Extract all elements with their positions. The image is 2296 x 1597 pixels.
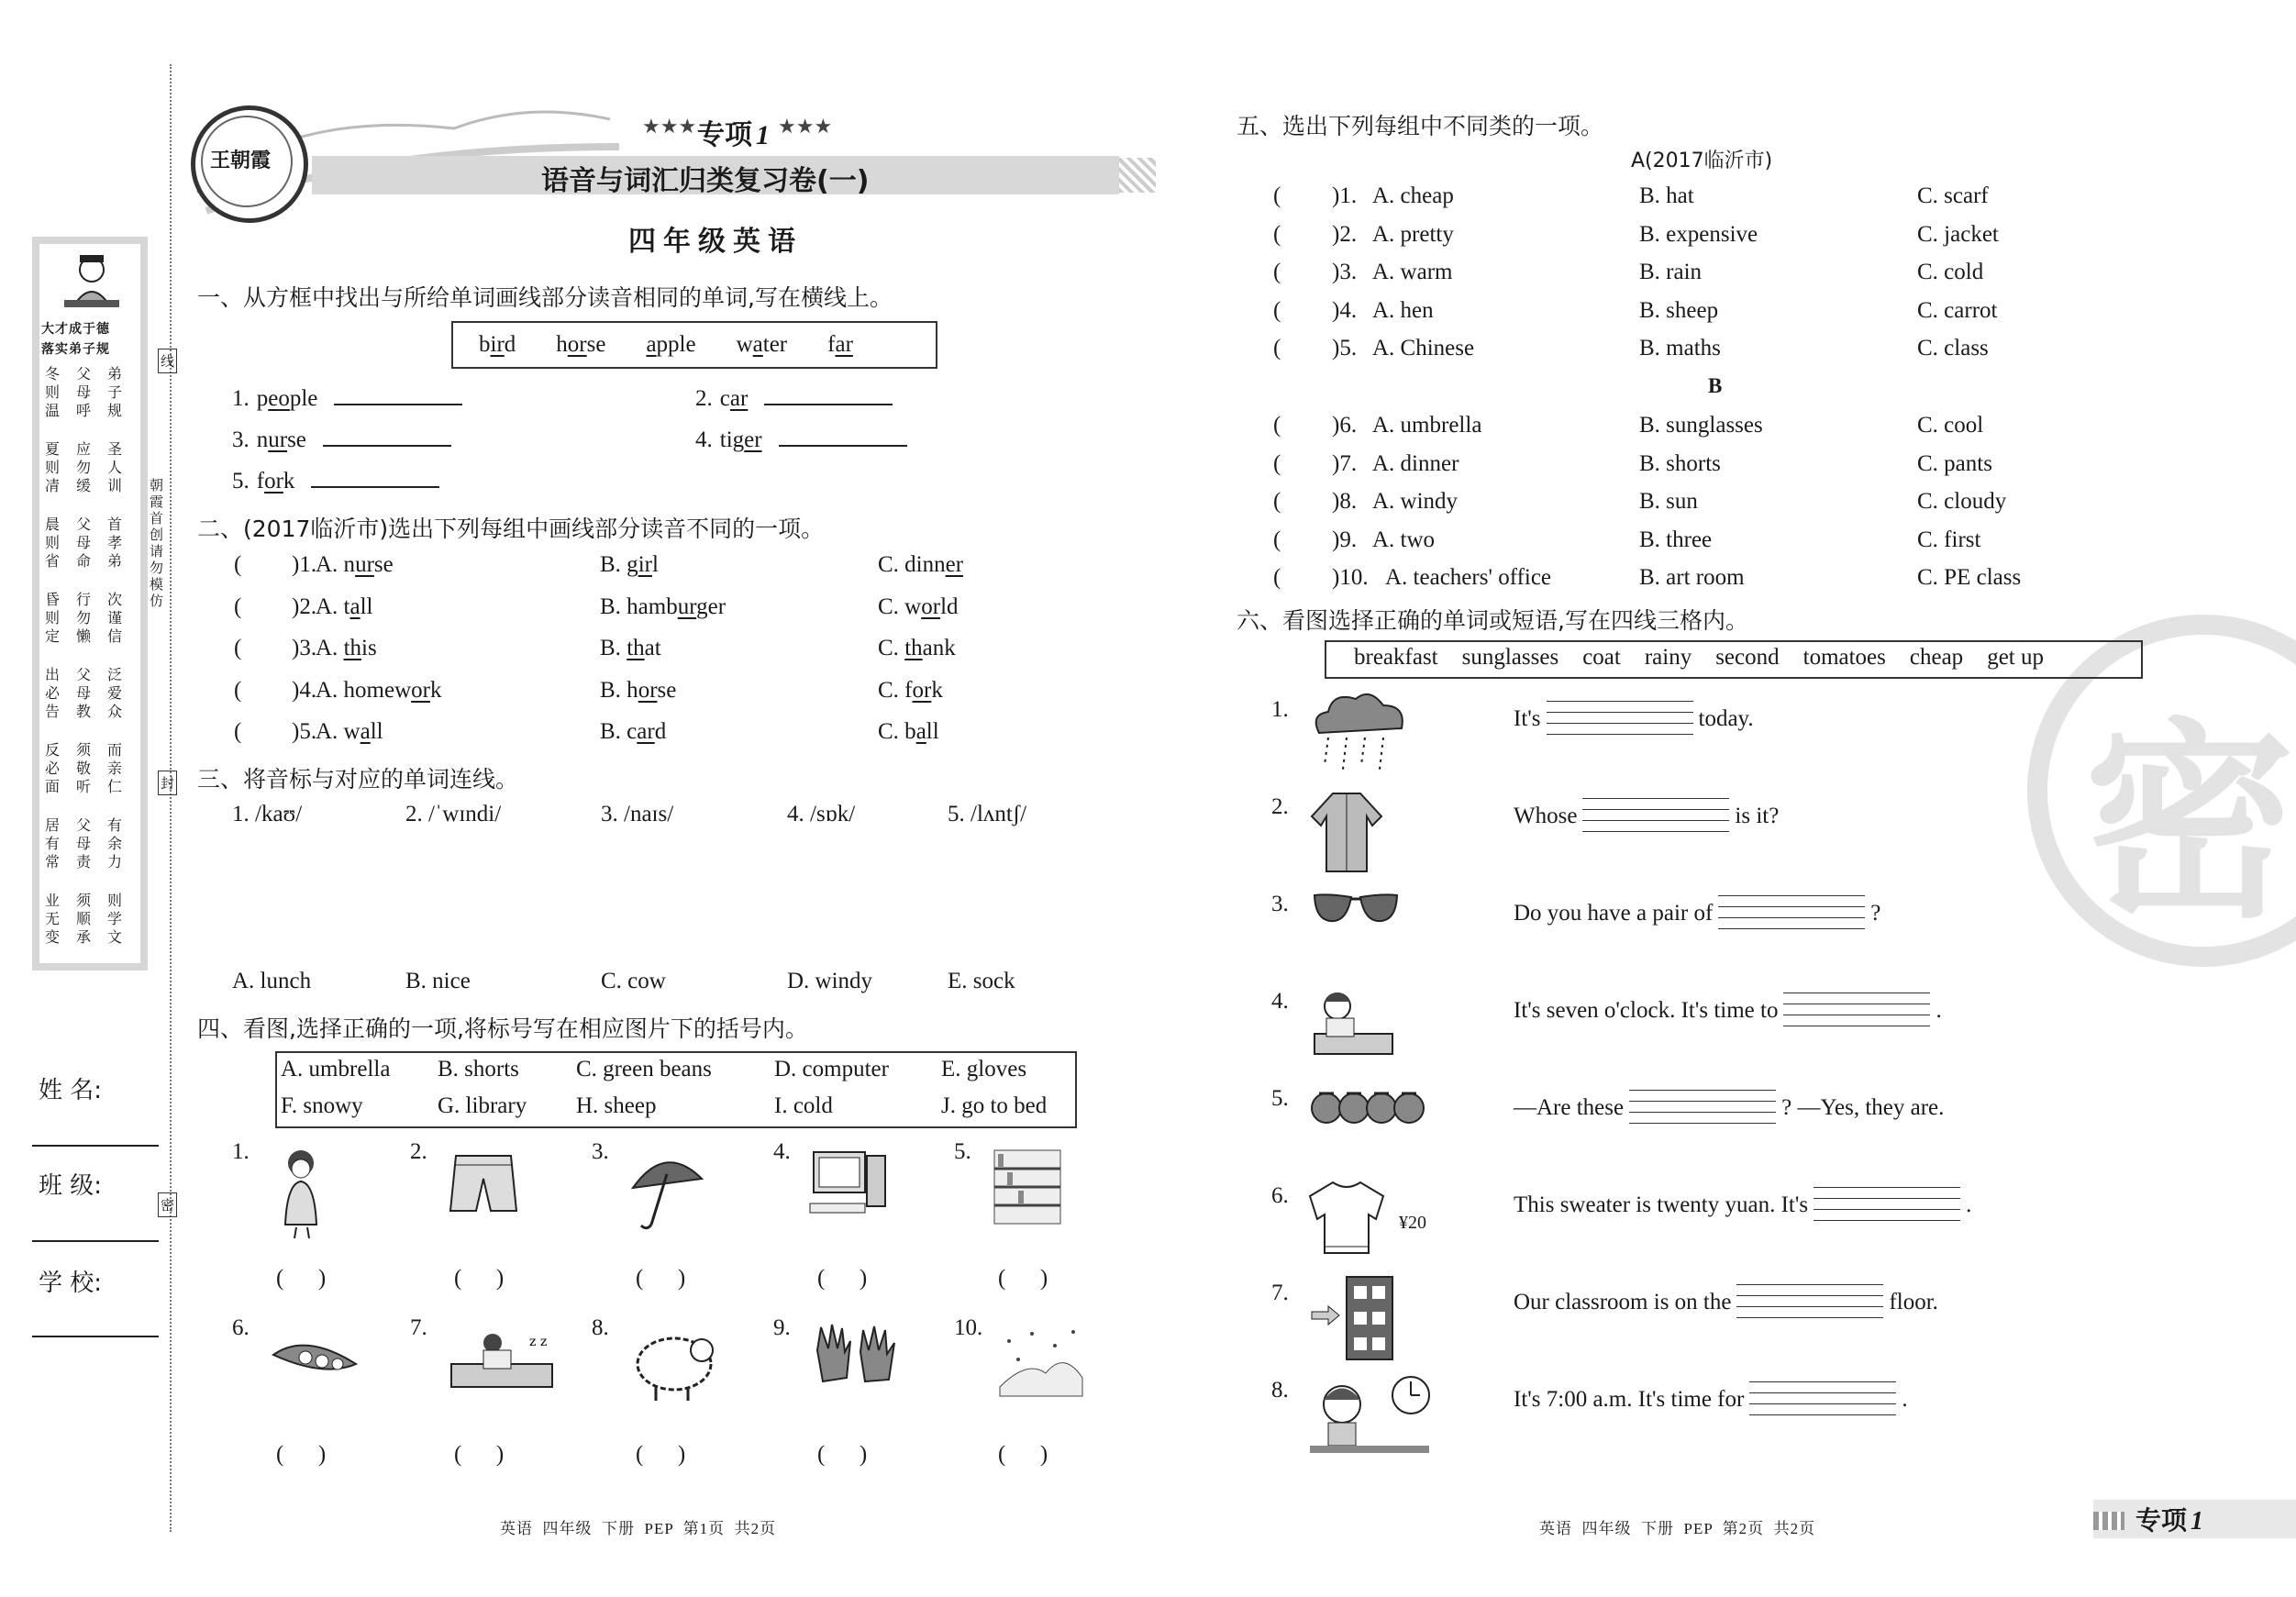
s5-option-b: B. shorts	[1639, 450, 1721, 476]
school-field[interactable]	[32, 1336, 159, 1337]
sunglasses-icon	[1310, 886, 1429, 977]
s2-option-c: C. ball	[878, 719, 939, 744]
s1-answer-line[interactable]	[779, 427, 907, 447]
four-line-grid[interactable]	[1718, 895, 1865, 939]
s5-option-a: A. two	[1372, 527, 1436, 552]
motto-column: 夏则凊	[45, 440, 61, 494]
s5-option-a: A. warm	[1372, 260, 1453, 284]
s6-item-number: 5.	[1271, 1086, 1289, 1111]
umbrella-icon	[628, 1147, 729, 1242]
s4-option: F. snowy	[281, 1093, 363, 1118]
s6-sentence: It's seven o'clock. It's time to .	[1514, 989, 1942, 1033]
s2-option-c: C. fork	[878, 677, 943, 703]
s2-option-a: A. homework	[316, 677, 442, 703]
s5-option-c: C. pants	[1917, 450, 1992, 476]
motto-column: 父母呼	[76, 365, 92, 419]
stars-right: ★★★	[778, 116, 833, 139]
word-item[interactable]: D. windy	[787, 969, 873, 993]
footer-left: 英语 四年级 下册 PEP 第1页 共2页	[500, 1520, 777, 1537]
motto-column: 首孝弟	[107, 516, 123, 570]
s4-option: H. sheep	[576, 1093, 657, 1118]
s5-option-a: A. dinner	[1372, 450, 1459, 476]
motto-column: 父母教	[76, 666, 92, 720]
page-title: 语音与词汇归类复习卷(一)	[541, 165, 870, 197]
s5-open-paren: (	[1273, 489, 1281, 514]
s5-option-c: C. cool	[1917, 413, 1984, 438]
s5-item-number[interactable]: )6.	[1332, 413, 1358, 438]
s1-answer-line[interactable]	[764, 385, 893, 405]
motto-column: 而亲仁	[107, 741, 123, 795]
s1-item: 5. fork	[232, 468, 439, 494]
s5-item-number[interactable]: )10.	[1332, 565, 1369, 590]
motto-column: 出必告	[45, 666, 61, 720]
class-field[interactable]	[32, 1240, 159, 1242]
s5-item-number[interactable]: )9.	[1332, 527, 1358, 552]
s5-item-number[interactable]: )8.	[1332, 489, 1358, 514]
s4-option: C. green beans	[576, 1057, 712, 1081]
s6-item-number: 1.	[1271, 697, 1289, 722]
word-item[interactable]: E. sock	[948, 969, 1015, 993]
s6-sentence: It's 7:00 a.m. It's time for .	[1514, 1378, 1908, 1422]
phonetic-item[interactable]: 3. /naɪs/	[601, 802, 674, 826]
s2-item-number[interactable]: )1.	[292, 552, 317, 577]
gloves-icon	[810, 1323, 911, 1418]
s4-option: G. library	[438, 1093, 527, 1118]
side-note-xian: 线	[158, 349, 177, 373]
corner-label: 专项 1	[2135, 1505, 2204, 1536]
s5-item-number[interactable]: )2.	[1332, 221, 1358, 247]
four-line-grid[interactable]	[1749, 1381, 1896, 1425]
s5-heading: 五、选出下列每组中不同类的一项。	[1237, 113, 1604, 139]
footer-right: 英语 四年级 下册 PEP 第2页 共2页	[1539, 1520, 1816, 1537]
s6-sentence: This sweater is twenty yuan. It's .	[1514, 1183, 1971, 1227]
s2-open-paren: (	[234, 636, 242, 660]
s5-group-a: A(2017临沂市)	[1631, 150, 1773, 172]
s5-option-b: B. sunglasses	[1639, 413, 1763, 438]
s4-option: D. computer	[774, 1057, 889, 1081]
s2-open-paren: (	[234, 719, 242, 744]
s5-open-paren: (	[1273, 260, 1281, 284]
computer-icon	[810, 1147, 911, 1242]
motto-column: 冬则温	[45, 365, 61, 419]
s1-item: 3. nurse	[232, 427, 451, 453]
s2-item-number[interactable]: )5.	[292, 719, 317, 744]
s4-answer-paren[interactable]: ( )	[817, 1442, 868, 1467]
s1-answer-line[interactable]	[311, 468, 439, 488]
side-note-copyright: 朝霞首创 请勿模仿	[150, 477, 164, 609]
s4-option: E. gloves	[941, 1057, 1027, 1081]
motto-panel	[32, 237, 148, 970]
four-line-grid[interactable]	[1814, 1187, 1960, 1231]
s2-option-a: A. wall	[316, 719, 383, 744]
four-line-grid[interactable]	[1547, 701, 1693, 745]
s6-box-word: get up	[1987, 645, 2044, 670]
s4-option: A. umbrella	[281, 1057, 391, 1081]
s5-item-number[interactable]: )4.	[1332, 297, 1358, 323]
s5-option-c: C. cloudy	[1917, 489, 2007, 514]
s2-open-paren: (	[234, 677, 242, 703]
s4-answer-paren[interactable]: ( )	[817, 1266, 868, 1291]
s5-item-number[interactable]: )3.	[1332, 260, 1358, 284]
s4-pic-number: 1.	[232, 1139, 250, 1164]
s5-option-b: B. hat	[1639, 183, 1694, 208]
s6-item-number: 3.	[1271, 892, 1289, 916]
s4-answer-paren[interactable]: ( )	[636, 1266, 686, 1291]
motto-column: 晨则省	[45, 516, 61, 570]
s2-option-a: A. tall	[316, 593, 373, 619]
name-field[interactable]	[32, 1145, 159, 1147]
cold-girl-icon	[269, 1147, 370, 1242]
motto-column: 应勿缓	[76, 440, 92, 494]
box-word: far	[827, 332, 853, 357]
s2-open-paren: (	[234, 593, 242, 619]
s1-item-word: tiger	[719, 427, 762, 452]
logo-text: 王朝霞	[210, 150, 272, 172]
s4-pic-number: 10.	[954, 1315, 983, 1340]
s6-box-word: rainy	[1644, 645, 1692, 670]
s2-option-b: B. that	[600, 636, 661, 660]
page-subtitle: 四年级英语	[628, 226, 803, 258]
motto-column: 居有常	[45, 816, 61, 871]
price-tag: ¥20	[1399, 1213, 1426, 1233]
motto-line-1: 大才成于德	[41, 322, 110, 337]
s4-answer-paren[interactable]: ( )	[276, 1266, 327, 1291]
s4-answer-paren[interactable]: ( )	[454, 1266, 505, 1291]
scholar-icon	[60, 250, 124, 314]
s2-heading: 二、(2017临沂市)选出下列每组中画线部分读音不同的一项。	[197, 516, 825, 542]
s5-option-b: B. sheep	[1639, 297, 1719, 323]
s4-pic-number: 3.	[592, 1139, 609, 1164]
s1-item-word: nurse	[256, 427, 306, 452]
s5-open-paren: (	[1273, 450, 1281, 476]
s6-item-number: 7.	[1271, 1281, 1289, 1305]
watermark: 密	[2027, 615, 2296, 967]
s5-open-paren: (	[1273, 336, 1281, 360]
s4-answer-paren[interactable]: ( )	[636, 1442, 686, 1467]
snowy-icon	[991, 1323, 1092, 1418]
s6-sentence: Do you have a pair of ?	[1514, 892, 1880, 936]
s2-option-a: A. this	[316, 636, 377, 660]
s4-pic-number: 9.	[773, 1315, 791, 1340]
phonetic-item[interactable]: 4. /sɒk/	[787, 802, 856, 826]
class-label: 班 级:	[39, 1172, 103, 1200]
s5-option-c: C. scarf	[1917, 183, 1989, 208]
phonetic-item[interactable]: 1. /kaʊ/	[232, 802, 303, 826]
s2-open-paren: (	[234, 552, 242, 577]
s4-pic-number: 5.	[954, 1139, 971, 1164]
library-icon	[991, 1147, 1092, 1242]
box-word: water	[736, 332, 788, 357]
s5-option-c: C. cold	[1917, 260, 1984, 284]
breakfast-icon	[1310, 1372, 1429, 1463]
go-to-bed-icon	[447, 1323, 548, 1418]
s1-heading: 一、从方框中找出与所给单词画线部分读音相同的单词,写在横线上。	[197, 284, 893, 311]
s6-box-word: breakfast	[1354, 645, 1438, 670]
s5-group-b: B	[1708, 374, 1723, 397]
s6-sentence: Our classroom is on the floor.	[1514, 1281, 1938, 1325]
motto-column: 泛爱众	[107, 666, 123, 720]
box-word: horse	[556, 332, 606, 357]
motto-column: 则学文	[107, 892, 123, 946]
s2-option-c: C. world	[878, 593, 959, 619]
s1-item: 2. car	[695, 385, 893, 412]
s6-item-number: 8.	[1271, 1378, 1289, 1403]
s5-option-b: B. sun	[1639, 489, 1698, 514]
get-up-icon	[1310, 983, 1429, 1074]
word-item[interactable]: B. nice	[405, 969, 471, 993]
s5-item-number[interactable]: )1.	[1332, 183, 1358, 208]
s4-pic-number: 8.	[592, 1315, 609, 1340]
motto-column: 次谨信	[107, 591, 123, 645]
s5-open-paren: (	[1273, 183, 1281, 208]
s5-option-b: B. art room	[1639, 565, 1745, 590]
motto-column: 昏则定	[45, 591, 61, 645]
s6-sentence: —Are these ? —Yes, they are.	[1514, 1086, 1944, 1130]
coat-icon	[1310, 789, 1429, 880]
s4-answer-paren[interactable]: ( )	[998, 1266, 1048, 1291]
four-line-grid[interactable]	[1736, 1284, 1883, 1328]
s5-option-a: A. Chinese	[1372, 336, 1475, 360]
motto-column: 弟子规	[107, 365, 123, 419]
sheep-icon	[628, 1323, 729, 1418]
svg-text:z z: z z	[529, 1335, 548, 1349]
s5-open-paren: (	[1273, 413, 1281, 438]
s5-option-a: A. pretty	[1372, 221, 1454, 247]
s6-item-number: 4.	[1271, 989, 1289, 1014]
school-label: 学 校:	[39, 1270, 103, 1297]
s5-option-b: B. three	[1639, 527, 1713, 552]
s5-open-paren: (	[1273, 297, 1281, 323]
s1-answer-line[interactable]	[323, 427, 451, 447]
s4-heading: 四、看图,选择正确的一项,将标号写在相应图片下的括号内。	[197, 1015, 808, 1042]
s2-option-c: C. thank	[878, 636, 956, 660]
s4-pic-number: 2.	[410, 1139, 427, 1164]
logo	[191, 105, 308, 223]
word-item[interactable]: C. cow	[601, 969, 666, 993]
motto-column: 圣人训	[107, 440, 123, 494]
corner-pattern	[2093, 1512, 2124, 1530]
motto-line-2: 落实弟子规	[41, 342, 110, 357]
s6-heading: 六、看图选择正确的单词或短语,写在四线三格内。	[1237, 607, 1748, 634]
s5-option-b: B. rain	[1639, 260, 1703, 284]
building-icon	[1310, 1275, 1429, 1366]
side-note-feng: 封	[158, 771, 177, 795]
four-line-grid[interactable]	[1783, 993, 1930, 1037]
s6-sentence: It's today.	[1514, 697, 1754, 741]
motto-column: 父母命	[76, 516, 92, 570]
fold-line	[170, 64, 172, 1532]
s6-box-word: cheap	[1909, 645, 1964, 670]
s5-option-b: B. maths	[1639, 336, 1721, 360]
s1-item-word: people	[256, 386, 318, 411]
s5-option-a: A. cheap	[1372, 183, 1454, 208]
four-line-grid[interactable]	[1582, 798, 1729, 842]
phonetic-item[interactable]: 2. /ˈwɪndi/	[405, 802, 502, 826]
rain-cloud-icon	[1310, 692, 1429, 782]
s5-option-c: C. jacket	[1917, 221, 1999, 247]
s5-item-number[interactable]: )7.	[1332, 450, 1358, 476]
s2-option-b: B. girl	[600, 552, 659, 577]
s1-item: 1. people	[232, 385, 462, 412]
motto-column: 须顺承	[76, 892, 92, 946]
s1-answer-line[interactable]	[334, 385, 462, 405]
side-note-mi: 密	[158, 1192, 177, 1217]
s5-option-a: A. teachers' office	[1385, 565, 1552, 590]
s5-option-c: C. class	[1917, 336, 1989, 360]
s6-item-number: 6.	[1271, 1183, 1289, 1208]
four-line-grid[interactable]	[1629, 1090, 1776, 1134]
s5-open-paren: (	[1273, 527, 1281, 552]
s6-item-number: 2.	[1271, 794, 1289, 819]
s6-box-word: second	[1715, 645, 1780, 670]
s4-option: B. shorts	[438, 1057, 519, 1081]
s5-option-b: B. expensive	[1639, 221, 1758, 247]
s5-option-c: C. PE class	[1917, 565, 2022, 590]
s5-option-c: C. first	[1917, 527, 1981, 552]
motto-column: 反必面	[45, 741, 61, 795]
s1-item: 4. tiger	[695, 427, 907, 453]
s5-option-a: A. umbrella	[1372, 413, 1482, 438]
s3-heading: 三、将音标与对应的单词连线。	[197, 766, 519, 793]
motto-column: 父母责	[76, 816, 92, 871]
s5-open-paren: (	[1273, 221, 1281, 247]
phonetic-item[interactable]: 5. /lʌntʃ/	[948, 802, 1027, 826]
s6-box-word: sunglasses	[1461, 645, 1559, 670]
green-beans-icon	[269, 1323, 370, 1418]
s2-option-b: B. hamburger	[600, 593, 727, 619]
s2-option-b: B. card	[600, 719, 667, 744]
motto-column: 有余力	[107, 816, 123, 871]
s2-option-a: A. nurse	[316, 552, 394, 577]
s2-item-number[interactable]: )4.	[292, 677, 317, 703]
title-bar-pattern	[1119, 158, 1156, 193]
s5-option-a: A. windy	[1372, 489, 1459, 514]
s6-sentence: Whose is it?	[1514, 794, 1779, 838]
s6-box-word: coat	[1582, 645, 1621, 670]
motto-column: 须敬听	[76, 741, 92, 795]
s4-answer-paren[interactable]: ( )	[454, 1442, 505, 1467]
series-label: 专项 1	[697, 119, 770, 151]
s2-option-b: B. horse	[600, 677, 677, 703]
s4-answer-paren[interactable]: ( )	[998, 1442, 1048, 1467]
s1-item-word: fork	[256, 469, 295, 494]
s4-pic-number: 4.	[773, 1139, 791, 1164]
s5-item-number[interactable]: )5.	[1332, 336, 1358, 360]
s6-box-word: tomatoes	[1802, 645, 1886, 670]
s4-pic-number: 7.	[410, 1315, 427, 1340]
s4-answer-paren[interactable]: ( )	[276, 1442, 327, 1467]
s5-option-c: C. carrot	[1917, 297, 1998, 323]
s4-pic-number: 6.	[232, 1315, 250, 1340]
s1-item-word: car	[719, 386, 749, 411]
box-word: apple	[646, 332, 696, 357]
s5-open-paren: (	[1273, 565, 1281, 590]
s2-item-number[interactable]: )3.	[292, 636, 317, 660]
s4-option: J. go to bed	[941, 1093, 1048, 1118]
tomatoes-icon	[1310, 1081, 1429, 1171]
s2-item-number[interactable]: )2.	[292, 593, 317, 619]
box-word: bird	[479, 332, 516, 357]
motto-column: 行勿懒	[76, 591, 92, 645]
shorts-icon	[447, 1147, 548, 1242]
word-item[interactable]: A. lunch	[232, 969, 312, 993]
name-label: 姓 名:	[39, 1077, 103, 1104]
s4-option: I. cold	[774, 1093, 833, 1118]
stars: ★★★	[642, 116, 697, 139]
motto-column: 业无变	[45, 892, 61, 946]
s2-option-c: C. dinner	[878, 552, 964, 577]
s5-option-a: A. hen	[1372, 297, 1434, 323]
